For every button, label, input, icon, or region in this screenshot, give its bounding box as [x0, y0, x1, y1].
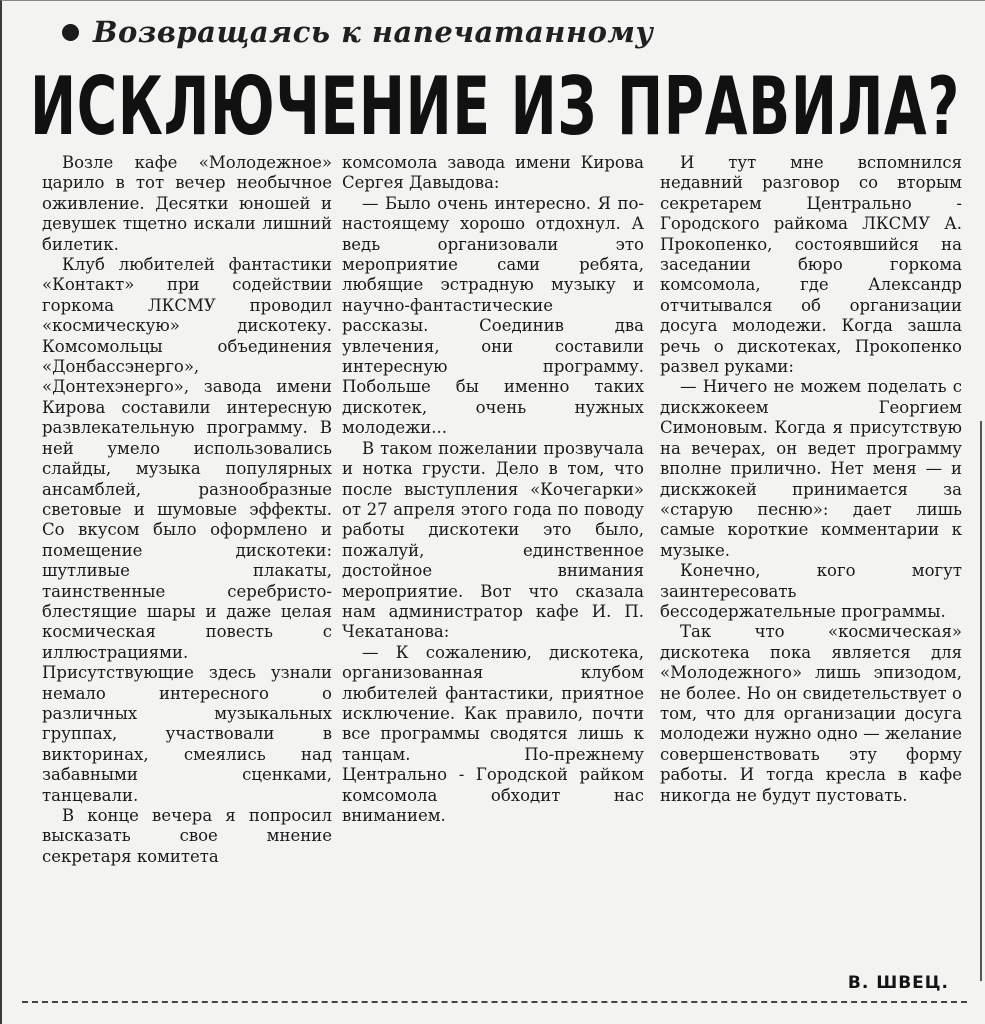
- rubric-text: Возвращаясь к напечатанному: [93, 15, 654, 49]
- paragraph: комсомола завода имени Кирова Сергея Давыдова:: [342, 153, 644, 193]
- headline: ИСКЛЮЧЕНИЕ ИЗ ПРАВИЛА?: [30, 60, 960, 153]
- column-3: [660, 153, 962, 806]
- paragraph: Так что «космическая» дискотека пока является для «Молодежного» лишь эпизодом, не более. Но он свидетельствует о том, что для организации досуга молодежи нужно одно — желание совершенствовать эту форму работы. И тогда кресла в кафе никогда не будут пустовать.: [660, 622, 962, 805]
- paragraph: В таком пожелании прозвучала и нотка грусти. Дело в том, что после выступления «Кочегарки» от 27 апреля этого года по поводу работы дискотеки это было, пожалуй, единственное достойное внимания мероприятие. Вот что сказала нам администратор кафе И. П. Чекатанова:: [342, 438, 644, 642]
- paragraph: — К сожалению, дискотека, организованная клубом любителей фантастики, приятное исключение. Как правило, почти все программы сводятся лишь к танцам. По-прежнему Центрально - Городской райком комсомола обходит нас вниманием.: [342, 642, 644, 825]
- rubric-line: [62, 15, 653, 49]
- paragraph: И тут мне вспомнился недавний разговор со вторым секретарем Центрально - Городского райкома ЛКСМУ А. Прокопенко, состоявшийся на заседании бюро горкома комсомола, где Александр отчитывался об организации досуга молодежи. Когда зашла речь о дискотеках, Прокопенко развел руками:: [660, 153, 962, 377]
- author-signature: В. ШВЕЦ.: [847, 973, 949, 993]
- column-1: [42, 153, 332, 867]
- paragraph: Конечно, кого могут заинтересовать бессодержательные программы.: [660, 561, 962, 621]
- paragraph: Клуб любителей фантастики «Контакт» при содействии горкома ЛКСМУ проводил «космическую» дискотеку. Комсомольцы объединения «Донбассэнерго», «Донтехэнерго», завода имени Кирова составили интересную развлекательную программу. В ней умело использовались слайды, музыка популярных ансамблей, разнообразные световые и шумовые эффекты. Со вкусом было оформлено и помещение дискотеки: шутливые плакаты, таинственные серебристо-блестящие шары и даже целая космическая повесть с иллюстрациями. Присутствующие здесь узнали немало интересного о различных музыкальных группах, участвовали в викторинах, смеялись над забавными сценками, танцевали.: [42, 255, 332, 805]
- cut-line: [22, 1001, 967, 1003]
- paragraph: — Было очень интересно. Я по-настоящему хорошо отдохнул. А ведь организовали это мероприятие сами ребята, любящие эстрадную музыку и научно-фантастические рассказы. Соединив два увлечения, они составили интересную программу. Побольше бы именно таких дискотек, очень нужных молодежи...: [342, 193, 644, 438]
- column-rule: [980, 421, 982, 981]
- bullet-icon: [62, 24, 79, 41]
- paragraph: Возле кафе «Молодежное» царило в тот вечер необычное оживление. Десятки юношей и девушек тщетно искали лишний билетик.: [42, 153, 332, 254]
- paragraph: В конце вечера я попросил высказать свое мнение секретаря комитета: [42, 806, 332, 866]
- paragraph: — Ничего не можем поделать с дискжокеем Георгием Симоновым. Когда я присутствую на вечерах, он ведет программу вполне прилично. Нет меня — и дискжокей принимается за «старую песню»: дает лишь самые короткие комментарии к музыке.: [660, 377, 962, 560]
- column-2: [342, 153, 644, 826]
